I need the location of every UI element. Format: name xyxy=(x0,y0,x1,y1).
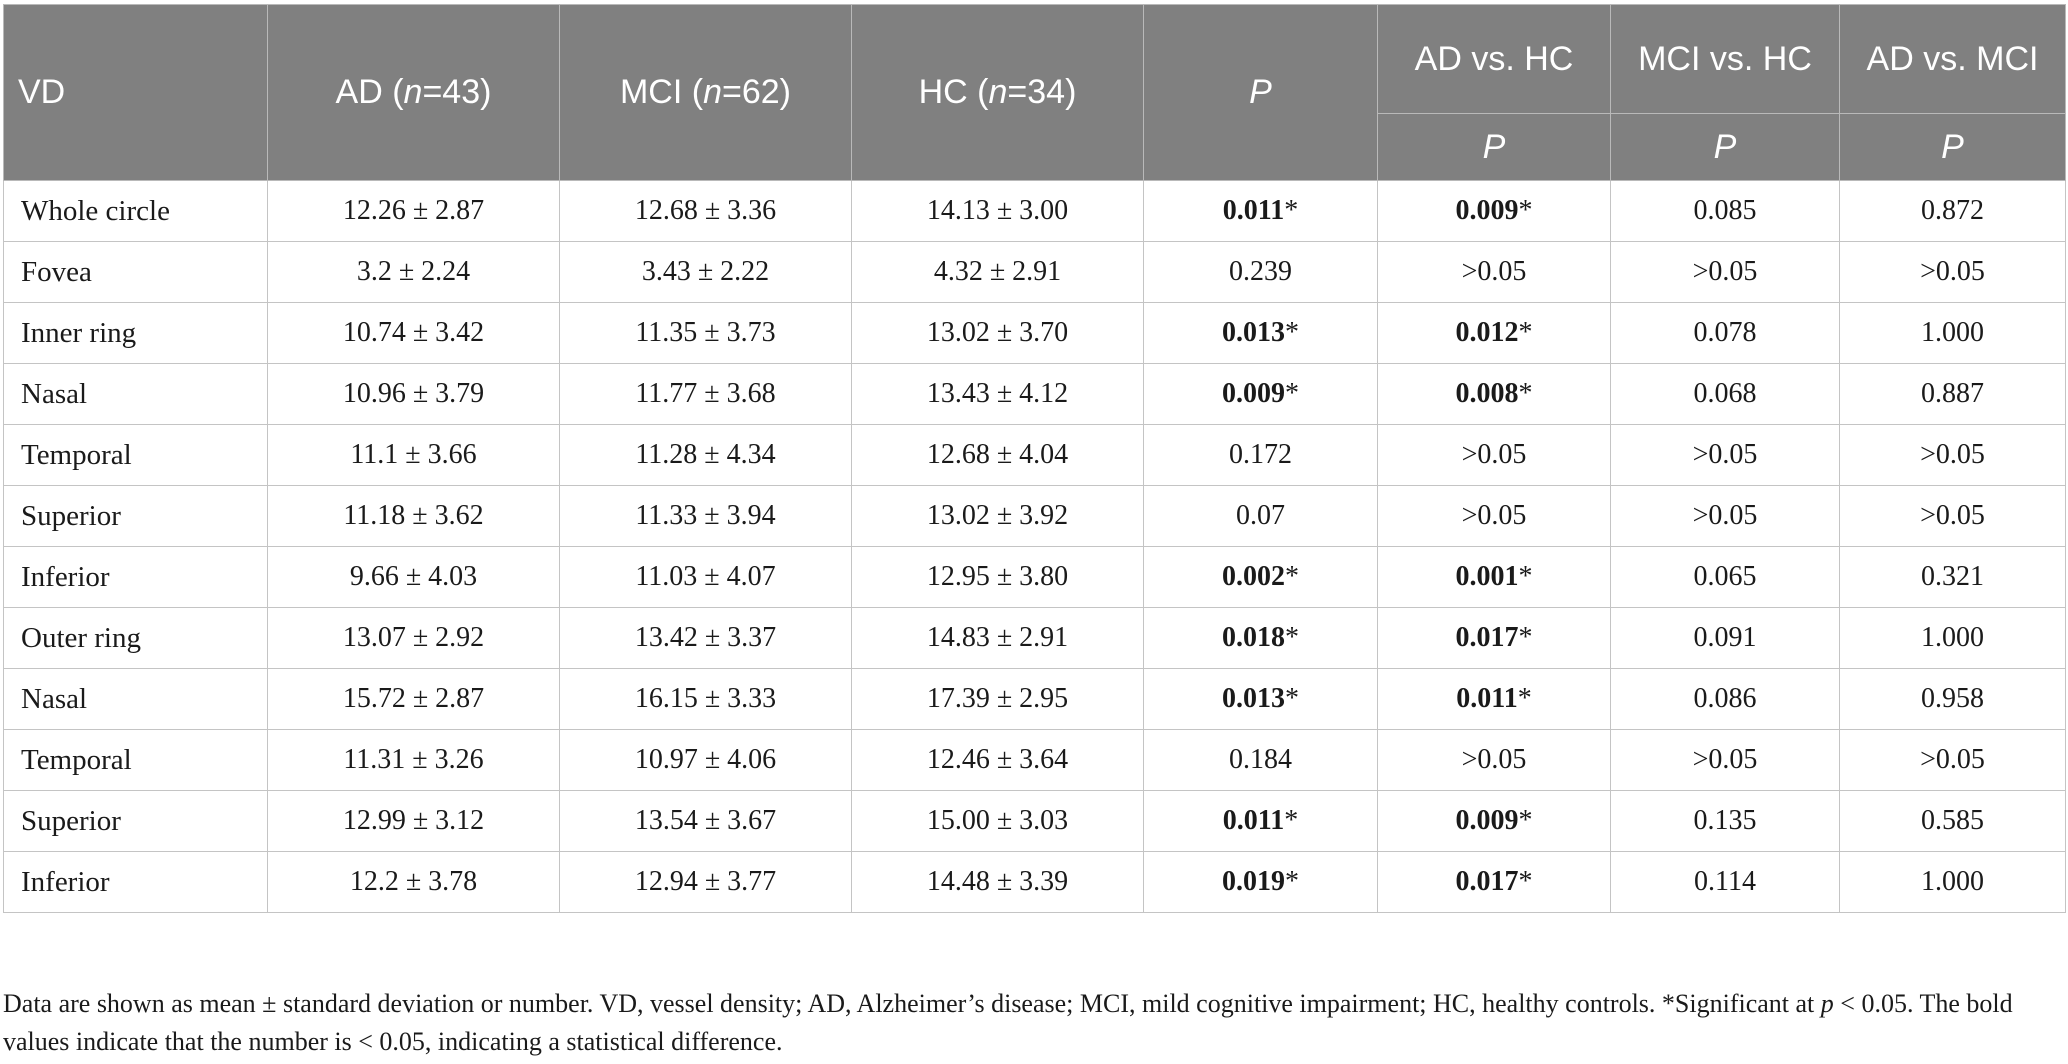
vessel-density-table xyxy=(3,4,2066,913)
cell-p xyxy=(1144,181,1378,242)
cell-p-ad-vs-hc-value: 0.001 xyxy=(1455,561,1519,592)
cell-p-ad-vs-hc xyxy=(1378,181,1611,242)
cell-p-significance-mark: * xyxy=(1285,317,1299,348)
cell-p-ad-vs-hc-value: 0.017 xyxy=(1455,866,1519,897)
cell-p-ad-vs-hc-value: >0.05 xyxy=(1461,744,1527,775)
header-p-ad-vs-mci: P xyxy=(1840,114,2066,181)
header-ad: AD (n=43) xyxy=(268,5,560,181)
cell-ad: 11.18 ± 3.62 xyxy=(268,486,560,547)
cell-p-mci-vs-hc: 0.135 xyxy=(1611,791,1840,852)
cell-mci: 16.15 ± 3.33 xyxy=(560,669,852,730)
table-row xyxy=(4,303,2066,364)
table-row xyxy=(4,181,2066,242)
cell-p-ad-vs-hc-significance-mark: * xyxy=(1518,622,1533,653)
cell-p xyxy=(1144,608,1378,669)
cell-ad: 10.96 ± 3.79 xyxy=(268,364,560,425)
header-p-mci-vs-hc: P xyxy=(1611,114,1840,181)
row-label: Superior xyxy=(4,791,268,852)
cell-p xyxy=(1144,852,1378,913)
cell-p-ad-vs-hc-significance-mark: * xyxy=(1518,378,1533,409)
row-label: Outer ring xyxy=(4,608,268,669)
cell-p-value: 0.018 xyxy=(1222,622,1285,653)
header-ad-vs-hc: AD vs. HC xyxy=(1378,5,1611,114)
cell-hc: 12.46 ± 3.64 xyxy=(852,730,1144,791)
cell-p xyxy=(1144,669,1378,730)
cell-mci: 13.54 ± 3.67 xyxy=(560,791,852,852)
cell-p xyxy=(1144,730,1378,791)
cell-p-mci-vs-hc: 0.065 xyxy=(1611,547,1840,608)
row-label: Fovea xyxy=(4,242,268,303)
cell-hc: 14.48 ± 3.39 xyxy=(852,852,1144,913)
cell-p-mci-vs-hc: 0.078 xyxy=(1611,303,1840,364)
cell-p-value: 0.019 xyxy=(1222,866,1285,897)
cell-p-ad-vs-hc-value: 0.012 xyxy=(1455,317,1519,348)
cell-p-ad-vs-hc-value: 0.009 xyxy=(1455,195,1519,226)
cell-mci: 11.28 ± 4.34 xyxy=(560,425,852,486)
cell-p-ad-vs-hc-value: >0.05 xyxy=(1461,439,1527,470)
cell-p-ad-vs-mci: 0.872 xyxy=(1840,181,2066,242)
cell-p-ad-vs-mci: 0.585 xyxy=(1840,791,2066,852)
cell-p-significance-mark: * xyxy=(1285,683,1299,714)
cell-p-value: 0.009 xyxy=(1222,378,1285,409)
cell-p-ad-vs-hc-significance-mark: * xyxy=(1518,195,1533,226)
cell-p-ad-vs-hc xyxy=(1378,364,1611,425)
row-label: Inferior xyxy=(4,547,268,608)
cell-p-significance-mark: * xyxy=(1285,866,1299,897)
cell-p-significance-mark: * xyxy=(1284,195,1299,226)
cell-p-ad-vs-mci: >0.05 xyxy=(1840,425,2066,486)
table-row xyxy=(4,852,2066,913)
cell-p-ad-vs-hc-significance-mark: * xyxy=(1518,561,1533,592)
table-row xyxy=(4,364,2066,425)
header-ad-vs-mci: AD vs. MCI xyxy=(1840,5,2066,114)
cell-ad: 12.99 ± 3.12 xyxy=(268,791,560,852)
cell-hc: 12.95 ± 3.80 xyxy=(852,547,1144,608)
cell-p xyxy=(1144,791,1378,852)
cell-p-value: 0.013 xyxy=(1222,683,1285,714)
cell-p-mci-vs-hc: >0.05 xyxy=(1611,486,1840,547)
cell-mci: 11.77 ± 3.68 xyxy=(560,364,852,425)
table-row xyxy=(4,242,2066,303)
cell-p-value: 0.172 xyxy=(1229,439,1292,470)
cell-hc: 14.83 ± 2.91 xyxy=(852,608,1144,669)
cell-p-value: 0.013 xyxy=(1222,317,1285,348)
cell-hc: 15.00 ± 3.03 xyxy=(852,791,1144,852)
row-label: Nasal xyxy=(4,364,268,425)
cell-p-ad-vs-hc xyxy=(1378,730,1611,791)
cell-p-mci-vs-hc: 0.091 xyxy=(1611,608,1840,669)
row-label: Nasal xyxy=(4,669,268,730)
cell-mci: 12.94 ± 3.77 xyxy=(560,852,852,913)
cell-p-significance-mark: * xyxy=(1284,805,1299,836)
cell-mci: 11.03 ± 4.07 xyxy=(560,547,852,608)
cell-p-ad-vs-hc xyxy=(1378,852,1611,913)
cell-mci: 3.43 ± 2.22 xyxy=(560,242,852,303)
table-row xyxy=(4,425,2066,486)
cell-p-ad-vs-hc xyxy=(1378,425,1611,486)
cell-p-ad-vs-hc-value: 0.011 xyxy=(1456,683,1518,714)
header-p: P xyxy=(1144,5,1378,181)
cell-p-mci-vs-hc: 0.086 xyxy=(1611,669,1840,730)
cell-p-ad-vs-mci: 1.000 xyxy=(1840,852,2066,913)
header-mci-vs-hc: MCI vs. HC xyxy=(1611,5,1840,114)
cell-p xyxy=(1144,364,1378,425)
cell-p-ad-vs-mci: 0.887 xyxy=(1840,364,2066,425)
cell-p-ad-vs-hc-value: 0.009 xyxy=(1455,805,1519,836)
cell-ad: 9.66 ± 4.03 xyxy=(268,547,560,608)
table-row xyxy=(4,669,2066,730)
row-label: Inner ring xyxy=(4,303,268,364)
table-footnote: Data are shown as mean ± standard deviation or number. VD, vessel density; AD, Alzheimer’s disease; MCI, mild cognitive impairment; HC, healthy controls. *Significant at p < 0.05. The bold values indicate that the number is < 0.05, indicating a statistical difference. xyxy=(3,989,2013,1056)
row-label: Superior xyxy=(4,486,268,547)
header-hc: HC (n=34) xyxy=(852,5,1144,181)
cell-p-ad-vs-mci: >0.05 xyxy=(1840,730,2066,791)
header-row-1 xyxy=(4,5,2066,114)
cell-p-ad-vs-hc-value: >0.05 xyxy=(1461,500,1527,531)
cell-hc: 17.39 ± 2.95 xyxy=(852,669,1144,730)
cell-mci: 11.35 ± 3.73 xyxy=(560,303,852,364)
cell-mci: 10.97 ± 4.06 xyxy=(560,730,852,791)
cell-p-ad-vs-mci: 0.958 xyxy=(1840,669,2066,730)
cell-mci: 13.42 ± 3.37 xyxy=(560,608,852,669)
cell-p xyxy=(1144,303,1378,364)
cell-p xyxy=(1144,486,1378,547)
table-row xyxy=(4,486,2066,547)
cell-p-ad-vs-mci: 1.000 xyxy=(1840,608,2066,669)
cell-p-value: 0.239 xyxy=(1229,256,1292,287)
cell-p-ad-vs-hc-value: 0.008 xyxy=(1455,378,1519,409)
cell-p-mci-vs-hc: 0.068 xyxy=(1611,364,1840,425)
cell-ad: 13.07 ± 2.92 xyxy=(268,608,560,669)
cell-ad: 12.2 ± 3.78 xyxy=(268,852,560,913)
row-label: Temporal xyxy=(4,730,268,791)
cell-p-ad-vs-hc-significance-mark: * xyxy=(1517,683,1532,714)
cell-ad: 15.72 ± 2.87 xyxy=(268,669,560,730)
cell-p-ad-vs-hc xyxy=(1378,303,1611,364)
cell-p-ad-vs-mci: 0.321 xyxy=(1840,547,2066,608)
cell-p-ad-vs-hc xyxy=(1378,608,1611,669)
table-body xyxy=(4,181,2066,913)
cell-p-ad-vs-hc-significance-mark: * xyxy=(1518,866,1533,897)
cell-p xyxy=(1144,242,1378,303)
table-row xyxy=(4,791,2066,852)
cell-p-ad-vs-hc-value: 0.017 xyxy=(1455,622,1519,653)
cell-p-mci-vs-hc: 0.114 xyxy=(1611,852,1840,913)
table-row xyxy=(4,608,2066,669)
cell-p-ad-vs-mci: >0.05 xyxy=(1840,242,2066,303)
cell-mci: 11.33 ± 3.94 xyxy=(560,486,852,547)
cell-p-ad-vs-hc xyxy=(1378,242,1611,303)
cell-hc: 13.43 ± 4.12 xyxy=(852,364,1144,425)
cell-p-ad-vs-hc xyxy=(1378,547,1611,608)
vd-table-container xyxy=(3,4,2065,913)
cell-ad: 11.1 ± 3.66 xyxy=(268,425,560,486)
cell-hc: 12.68 ± 4.04 xyxy=(852,425,1144,486)
table-row xyxy=(4,730,2066,791)
cell-p-significance-mark: * xyxy=(1285,378,1299,409)
cell-ad: 11.31 ± 3.26 xyxy=(268,730,560,791)
cell-ad: 12.26 ± 2.87 xyxy=(268,181,560,242)
cell-p-ad-vs-hc-value: >0.05 xyxy=(1461,256,1527,287)
cell-p-ad-vs-hc-significance-mark: * xyxy=(1518,805,1533,836)
header-mci: MCI (n=62) xyxy=(560,5,852,181)
cell-p-value: 0.002 xyxy=(1222,561,1285,592)
cell-mci: 12.68 ± 3.36 xyxy=(560,181,852,242)
row-label: Inferior xyxy=(4,852,268,913)
header-vd: VD xyxy=(4,5,268,181)
cell-p xyxy=(1144,425,1378,486)
header-p-ad-vs-hc: P xyxy=(1378,114,1611,181)
table-header xyxy=(4,5,2066,181)
cell-p-ad-vs-mci: >0.05 xyxy=(1840,486,2066,547)
cell-p-ad-vs-hc xyxy=(1378,791,1611,852)
cell-p-ad-vs-hc xyxy=(1378,486,1611,547)
row-label: Temporal xyxy=(4,425,268,486)
cell-p-ad-vs-mci: 1.000 xyxy=(1840,303,2066,364)
cell-hc: 4.32 ± 2.91 xyxy=(852,242,1144,303)
cell-ad: 10.74 ± 3.42 xyxy=(268,303,560,364)
cell-p-value: 0.011 xyxy=(1222,195,1285,226)
cell-ad: 3.2 ± 2.24 xyxy=(268,242,560,303)
row-label: Whole circle xyxy=(4,181,268,242)
cell-p-value: 0.07 xyxy=(1236,500,1285,531)
cell-p-ad-vs-hc xyxy=(1378,669,1611,730)
cell-p xyxy=(1144,547,1378,608)
cell-hc: 13.02 ± 3.92 xyxy=(852,486,1144,547)
cell-p-ad-vs-hc-significance-mark: * xyxy=(1518,317,1533,348)
table-row xyxy=(4,547,2066,608)
cell-p-value: 0.011 xyxy=(1222,805,1285,836)
cell-p-mci-vs-hc: >0.05 xyxy=(1611,425,1840,486)
cell-hc: 13.02 ± 3.70 xyxy=(852,303,1144,364)
cell-p-value: 0.184 xyxy=(1229,744,1292,775)
cell-p-significance-mark: * xyxy=(1285,622,1299,653)
cell-hc: 14.13 ± 3.00 xyxy=(852,181,1144,242)
cell-p-mci-vs-hc: >0.05 xyxy=(1611,242,1840,303)
cell-p-significance-mark: * xyxy=(1285,561,1299,592)
cell-p-mci-vs-hc: >0.05 xyxy=(1611,730,1840,791)
cell-p-mci-vs-hc: 0.085 xyxy=(1611,181,1840,242)
